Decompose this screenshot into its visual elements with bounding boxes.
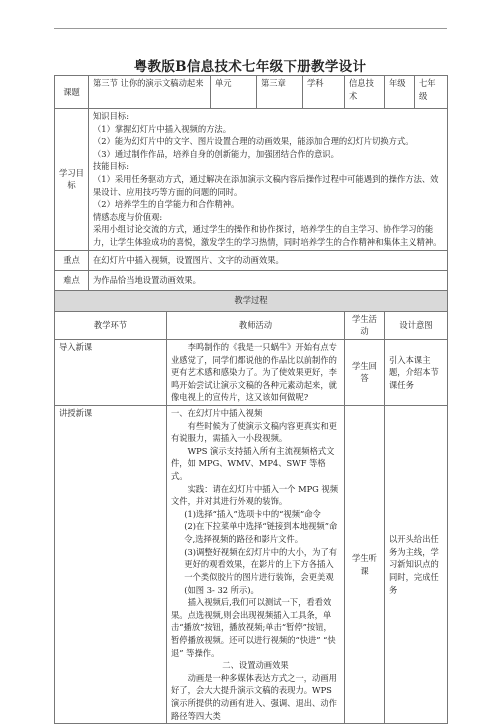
col-intent: 设计意图 xyxy=(385,311,448,339)
lecture-section-1: 一、在幻灯片中插入视频 xyxy=(171,407,263,418)
goal-line: 知识目标: xyxy=(93,111,129,121)
difficulty-text: 为作品恰当地设置动画效果。 xyxy=(89,270,448,290)
label-grade: 年级 xyxy=(385,76,415,109)
intro-row xyxy=(55,339,448,405)
key-point-text: 在幻灯片中插入视频，设置图片、文字的动画效果。 xyxy=(89,250,448,270)
lecture-student: 学生听课 xyxy=(345,405,385,723)
lecture-intent: 以开头给出任务为主线，学习新知识点的同时，完成任务 xyxy=(385,405,448,723)
lecture-paragraph: 插入视频后,我们可以测试一下，看看效果。点选视频,则会出现视频插入工具条，单击“播放”按钮，播放视频;单击“暂停”按钮，暂停播放视频。还可以进行视频的“快进” “快退” 等操作。 xyxy=(171,597,336,658)
lecture-step: (1)选择“插入”选项卡中的“视频”命令 xyxy=(184,508,321,519)
lecture-row xyxy=(55,405,448,723)
col-student: 学生活动 xyxy=(345,311,385,339)
goals-content xyxy=(89,109,448,251)
lecture-paragraph: WPS 演示支持插入所有主流视频格式文件，如 MPG、WMV、MP4、SWF 等格式。 xyxy=(171,445,335,482)
label-topic: 课题 xyxy=(55,76,89,109)
page-title: 粤教版B信息技术七年级下册教学设计 xyxy=(133,59,367,75)
lecture-step: (2)在下拉菜单中选择“链接到本地视频”命令,选择视频的路径和影片文件。 xyxy=(184,521,338,545)
top-rule xyxy=(54,28,447,29)
subject-value: 信息技术 xyxy=(345,76,385,109)
intro-teacher-text: 李鸣制作的《我是一只蜗牛》开始有点专业感觉了，同学们都说他的作品比以前制作的更有艺术感和感染力了。为了使效果更好，李鸣开始尝试让演示文稿的各种元素动起来，就像电视上的宣传片，这又该如何做呢? xyxy=(171,341,337,403)
lesson-plan-table xyxy=(54,75,448,724)
difficulty-row xyxy=(55,270,448,290)
key-point-row xyxy=(55,250,448,270)
process-columns-row xyxy=(55,311,448,339)
goal-line: 情感态度与价值观: xyxy=(93,211,163,222)
unit-value: 第三章 xyxy=(257,76,303,109)
lecture-step: (3)调整好视频在幻灯片中的大小，为了有更好的观看效果，在影片的上下方各插入一个类似胶片的图片进行装饰，会更美观(如图 3- 32 所示)。 xyxy=(184,546,338,595)
goal-line: 采用小组讨论交流的方式，通过学生的操作和协作探讨，培养学生的自主学习、协作学习的能力，让学生体验成功的喜悦，激发学生的学习热情，同时培养学生的合作精神和集体主义精神。 xyxy=(93,224,442,248)
topic-value: 第三节 让你的演示文稿动起来 xyxy=(89,76,211,109)
goal-line: （2）培养学生的自学能力和合作精神。 xyxy=(93,199,240,210)
lecture-paragraph: 有些时候为了使演示文稿内容更真实和更有说服力，需插入一小段视频。 xyxy=(171,420,337,444)
col-teacher: 教师活动 xyxy=(167,311,345,339)
goal-line: （2）能为幻灯片中的文字、图片设置合理的动画效果，能添加合理的幻灯片切换方式。 xyxy=(93,136,414,147)
lecture-teacher xyxy=(167,405,345,723)
col-stage: 教学环节 xyxy=(55,311,167,339)
header-row xyxy=(55,76,448,109)
intro-stage: 导入新课 xyxy=(55,339,167,405)
lecture-stage: 讲授新课 xyxy=(55,405,167,723)
goal-line: （1）采用任务驱动方式，通过解决在添加演示文稿内容后操作过程中可能遇到的操作方法、效果设计、应用技巧等方面的问题的同时。 xyxy=(93,174,439,197)
grade-value: 七年级 xyxy=(415,76,448,109)
intro-teacher xyxy=(167,339,345,405)
goal-line: 技能目标: xyxy=(93,161,129,172)
goals-row xyxy=(55,109,448,251)
goal-line: （1）掌握幻灯片中插入视频的方法。 xyxy=(93,123,232,134)
lecture-section-2: 二、设置动画效果 xyxy=(222,660,289,671)
label-unit: 单元 xyxy=(211,76,257,109)
lecture-paragraph: 实践：请在幻灯片中插入一个 MPG 视频文件，并对其进行外观的装饰。 xyxy=(171,483,339,507)
label-difficulty: 难点 xyxy=(55,270,89,290)
process-heading-row xyxy=(55,290,448,311)
intro-student: 学生回答 xyxy=(345,339,385,405)
goal-line: （3）通过制作作品，培养自身的创新能力，加强团结合作的意识。 xyxy=(93,148,339,159)
label-key-point: 重点 xyxy=(55,250,89,270)
label-subject: 学科 xyxy=(303,76,345,109)
process-heading: 教学过程 xyxy=(55,290,448,311)
label-goals: 学习目标 xyxy=(55,109,89,251)
lecture-paragraph: 动画是一种多媒体表达方式之一，动画用好了，会大大提升演示文稿的表现力。WPS 演示所提供的动画有进入、强调、退出、动作路径等四大类 xyxy=(171,672,337,721)
intro-intent: 引入本课主题，介绍本节课任务 xyxy=(385,339,448,405)
